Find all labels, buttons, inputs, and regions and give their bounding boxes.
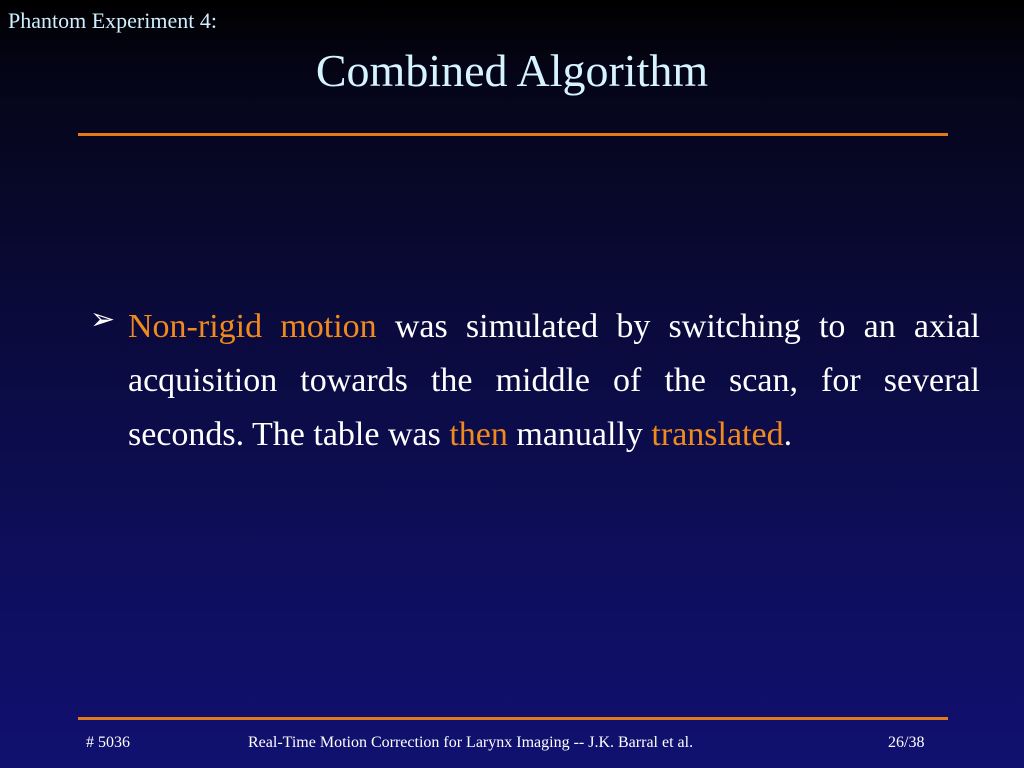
- bullet-text-segment: was simulated by switching to an axial acquisition towards the middle of the scan, for several seconds. The table was: [128, 308, 980, 453]
- highlight-then: then: [449, 416, 508, 453]
- bullet-text-segment: .: [783, 416, 793, 453]
- arrow-bullet-icon: ➢: [90, 302, 116, 337]
- bullet-item: [90, 300, 980, 462]
- footer-abstract-number: # 5036: [86, 734, 130, 751]
- footer-divider: [78, 717, 948, 720]
- footer-page-number: 26/38: [888, 734, 925, 751]
- highlight-non-rigid-motion: Non-rigid motion: [128, 308, 377, 345]
- highlight-translated: translated: [651, 416, 784, 453]
- bullet-text: [128, 300, 980, 462]
- slide-title: Combined Algorithm: [315, 45, 709, 96]
- footer-citation: Real-Time Motion Correction for Larynx Imaging -- J.K. Barral et al.: [248, 734, 694, 751]
- bullet-text-segment: manually: [507, 416, 652, 453]
- section-label: Phantom Experiment 4:: [8, 8, 217, 33]
- title-divider: [78, 133, 948, 136]
